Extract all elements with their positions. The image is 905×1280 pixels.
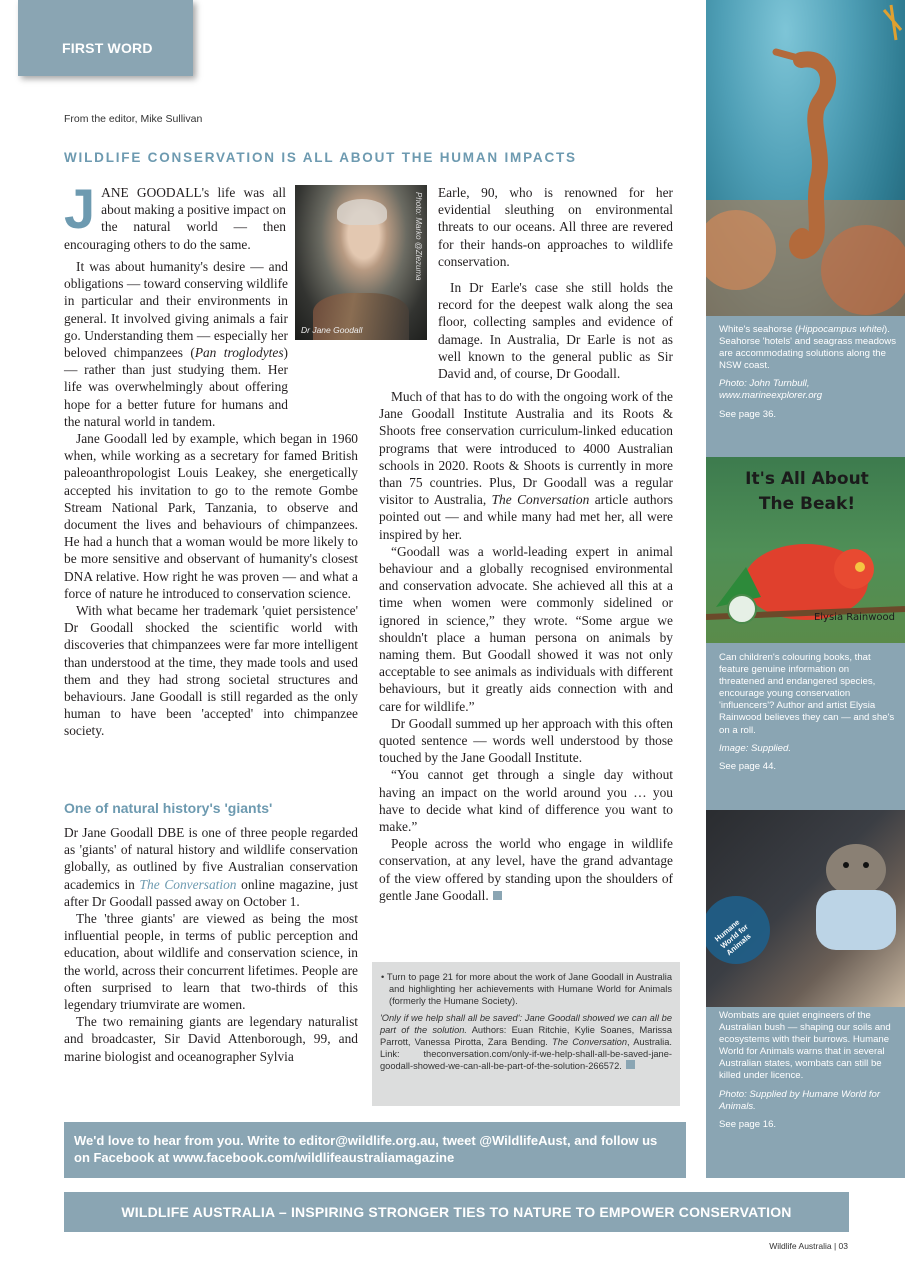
paragraph: The 'three giants' are viewed as being the most influential people, in terms of public perception and education, about wildlife and conservation science, in the world, across their concurrent lifetimes. People are often surprised to learn that two-thirds of this legendary triumvirate are women. [64,911,358,1013]
wombat-caption: Wombats are quiet engineers of the Australian bush — shaping our soils and ecosystems with their burrows. Humane World for Animals warns that in several Australian states, wombats can still be killed under licence. Photo: Supplied by Humane World for Animals. See page 16. [719,1010,891,1130]
book-caption: Can children's colouring books, that feature genuine information on threatened and endangered species, encourage young conservation 'influencers'? Author and artist Elysia Rainwood believes they can — and she's on a roll. Image: Supplied. See page 44. [719,652,895,772]
sidebar [706,0,905,1178]
paragraph: People across the world who engage in wildlife conservation, at any level, have the grand advantage of the view offered by standing upon the shoulders of gentle Jane Goodall. [379,836,673,903]
column-2-body [379,279,673,382]
paragraph: “Goodall was a world-leading expert in animal behaviour and a globally recognised environmental and conservation advocate. She achieved all this at a time when women were commonly sidelined or ignored in science,” they wrote. “Some argue we shouldn't place a human persona on animals by naming them. But Goodall showed it was not only acceptable to see animals as individuals with different behaviours, but it greatly aids connection with and care for wildlife.” [379,543,673,714]
book-cover [706,457,905,643]
paragraph: Much of that has to do with the ongoing work of the Jane Goodall Institute Australia and its Roots & Shoots free conservation curriculum-linked education programs that were introduced to 4000 Australian schools in 2020. Roots & Shoots is currently in more than 75 countries. Plus, Dr Goodall was a regular visitor to Australia, The Conversation article authors pointed out — and while many had met her, all were inspired by her. [379,389,673,542]
reference-note [372,962,680,1106]
end-mark [493,891,502,900]
paragraph: Dr Jane Goodall DBE is one of three people regarded as 'giants' of natural history and wildlife conservation globally, as outlined by five Australian conservation academics in The Conversation online magazine, just after Dr Goodall passed away on October 1. [64,825,359,909]
headline: WILDLIFE CONSERVATION IS ALL ABOUT THE HUMAN IMPACTS [64,150,577,165]
seahorse-photo [706,0,905,316]
paragraph: It was about humanity's desire — and obligations — toward conserving wildlife in particular and their environments in general. It involved giving animals a fair go. Understanding them — especially her beloved chimpanzees (Pan troglodytes) — rather than just studying them. Her life was overwhelmingly about offering hope for a better future for humans and the natural world in tandem. [64,259,289,429]
section-tab [18,0,193,76]
contact-box: We'd love to hear from you. Write to editor@wildlife.org.au, tweet @WildlifeAust, and follow us on Facebook at www.facebook.com/wildlifeaustraliamagazine [64,1122,686,1178]
paragraph: The two remaining giants are legendary naturalist and broadcaster, Sir David Attenborough, 99, and marine biologist and oceanographer Sylvia [64,1014,358,1064]
paragraph: With what became her trademark 'quiet persistence' Dr Goodall shocked the scientific world with discoveries that chimpanzees were far more intelligent than understood at the time, they made tools and used them and they had strong societal structures and behaviours. Jane Goodall is still regarded as the only human to have been 'accepted' into chimpanzee society. [64,603,358,739]
tagline-banner: WILDLIFE AUSTRALIA – INSPIRING STRONGER TIES TO NATURE TO EMPOWER CONSERVATION [64,1192,849,1232]
drop-cap: J [64,177,96,240]
paragraph: Earle, 90, who is renowned for her evidential sleuthing on environmental threats to our oceans. All three are revered for their hands-on approaches to wildlife conservation. [438,185,673,269]
paragraph: Dr Goodall summed up her approach with this often quoted sentence — words well understood by those touched by the Jane Goodall Institute. [379,715,673,766]
byline: From the editor, Mike Sullivan [64,113,203,125]
section-tab-label: FIRST WORD [62,40,153,56]
note-reference: 'Only if we help shall all be saved': Jane Goodall showed we can all be part of the solution. Authors: Euan Ritchie, Kylie Soanes, Marissa Parrott, Vanessa Pirotta, Zara Bending. The Conversation, Australia. Link: theconversation.com/only-if-we-help-shall-all-be-saved-jane-goodall-showed-we-can-all-be-part-of-the-solution-266572. [380,1012,672,1072]
column-1-body-2 [64,824,358,1065]
column-2-top [438,184,673,270]
paragraph: In Dr Earle's case she still holds the record for the deepest walk along the sea floor, collecting samples and evidence of damage. In Australia, Dr Earle is not as well known to the general public as Sir David and, of course, Dr Goodall. [438,280,673,382]
seahorse-caption: White's seahorse (Hippocampus whitei). Seahorse 'hotels' and seagrass meadows are accommodating solutions along the NSW coast. Photo: John Turnbull, www.marineexplorer.org See page 36. [719,324,896,420]
paragraph: Jane Goodall led by example, which began in 1960 when, while working as a secretary for famed British paleoanthropologist Louis Leakey, she energetically accepted his invitation to go to the remote Gombe Stream National Park, Tanzania, to observe and document the lives and behaviours of chimpanzees. He had a hunch that a woman would be more likely to be more sensitive and observant of humanity's closest DNA relative. How right he was proven — and what a force of nature he introduced to conservation science. [64,431,358,601]
wombat-illustration [706,810,905,1007]
paragraph: “You cannot get through a single day without having an impact on the world around you … you have to decide what kind of difference you want to make.” [379,767,673,835]
page-folio: Wildlife Australia | 03 [769,1241,848,1251]
jacket-logo-text: Humane World for Animals [712,917,753,958]
conversation-link[interactable]: The Conversation [139,876,237,892]
wombat-photo [706,810,905,1007]
photo-caption: Dr Jane Goodall [301,325,363,335]
note-bullet: • Turn to page 21 for more about the work of Jane Goodall in Australia and highlighting her achievements with Humane World for Animals (formerly the Humane Society). [381,972,672,1007]
book-title: It's All About The Beak! [745,469,869,514]
column-1-body [64,258,358,740]
subheading: One of natural history's 'giants' [64,800,273,816]
end-mark [626,1060,635,1069]
intro-paragraph: JANE GOODALL's life was all about making a positive impact on the natural world — then encouraging others to do the same. [64,177,286,252]
seahorse-illustration [706,0,905,316]
book-author: Elysia Rainwood [813,612,895,623]
photo-credit: Photo: Marko @Zlezuma [414,192,423,281]
column-2-body-2 [379,388,673,904]
